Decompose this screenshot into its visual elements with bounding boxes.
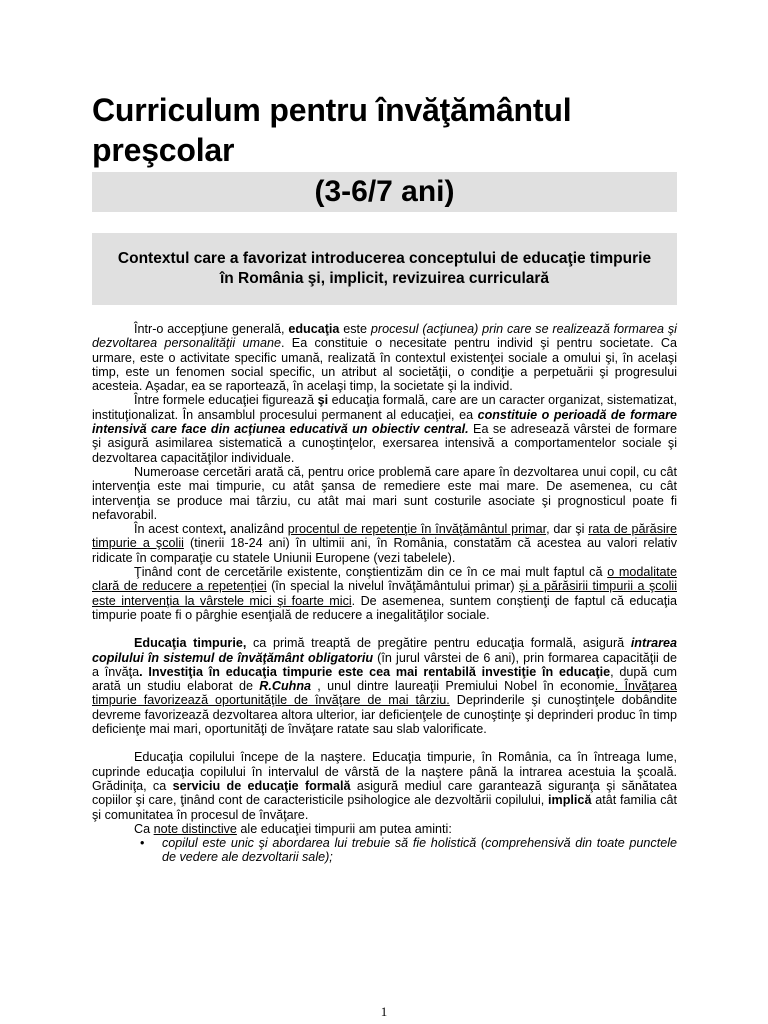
list-item: • copilul este unic şi abordarea lui trebuie să fie holistică (comprehensivă din toate punctele de vedere ale dezvoltarii sale); — [140, 836, 677, 865]
paragraph-2: Între formele educaţiei figurează şi educaţia formală, care are un caracter organizat, sistematizat, instituţionalizat. În ansamblul procesului permanent al educaţiei, ea constituie o perioadă de formare intensivă care face din acţiunea educativă un obiectiv central. Ea se adresează vârstei de formare şi asigură asimilarea sistematică a cunoştinţelor, exersarea intensivă a comportamentelor sociale şi dezvoltarea capacităţilor individuale. — [92, 393, 677, 465]
body-text — [92, 322, 677, 865]
context-heading: Contextul care a favorizat introducerea conceptului de educaţie timpurie în România şi, implicit, revizuirea curriculară — [117, 250, 652, 287]
context-heading-box — [92, 233, 677, 305]
paragraph-6: Educaţia timpurie, ca primă treaptă de pregătire pentru educaţia formală, asigură intrarea copilului în sistemul de învăţământ obligatoriu (în jurul vârstei de 6 ani), prin formarea capacităţii de a învăţa. Investiţia în educaţia timpurie este cea mai rentabilă investiţie în educaţie, după cum arată un studiu elaborat de R.Cuhna , unul dintre laureaţii Premiului Nobel în economie. Învăţarea timpurie favorizează oportunităţile de învăţare de mai târziu. Deprinderile şi cunoştinţele dobândite devreme favorizează dezvoltarea altora ulterior, iar deficienţele de cunoştinţe şi deprinderi produc în timp deficienţe mai mari, oportunităţi de învăţare ratate sau slab valorificate. — [92, 636, 678, 737]
paragraph-3: Numeroase cercetări arată că, pentru orice problemă care apare în dezvoltarea unui copil, cu cât intervenţia este mai timpurie, cu atât şansa de remediere este mai mare. De asemenea, cu cât intervenţia se produce mai târziu, cu atât mai mari sunt costurile asociate şi prognosticul poate fi nefavorabil. — [92, 464, 677, 522]
paragraph-7: Educaţia copilului începe de la naştere. Educaţia timpurie, în România, ca în întreaga lume, cuprinde educaţia copilului în intervalul de vârstă de la naştere până la intrarea acestuia la şcoală. Grădiniţa, ca serviciu de educaţie formală asigură mediul care garantează siguranţa şi sănătatea copiilor şi care, ţinând cont de caracteristicile psihologice ale dezvoltării copilului, implică atât familia cât şi comunitatea în procesul de învăţare. — [92, 750, 678, 822]
paragraph-4: În acest context, analizând procentul de repetenţie în învăţământul primar, dar şi rata de părăsire timpurie a şcolii (tinerii 18-24 ani) în ultimii ani, în România, constatăm că acestea au valori relativ ridicate în comparaţie cu statele Uniunii Europene (vezi tabelele). — [92, 522, 677, 565]
paragraph-8: Ca note distinctive ale educaţiei timpurii am putea aminti: — [134, 821, 452, 836]
distinctive-notes-list — [92, 836, 677, 865]
paragraph-1: Într-o accepţiune generală, educaţia este procesul (acţiunea) prin care se realizează formarea şi dezvoltarea personalităţii umane. Ea constituie o necesitate pentru individ şi pentru societate. Ca urmare, este o activitate specific umană, realizată în contextul existenţei sociale a omului şi, în acelaşi timp, este un fenomen social specific, un atribut al societăţii, o condiţie a perpetuării şi progresului acesteia. Aşadar, ea se raportează, în acelaşi timp, la societate şi la individ. — [92, 322, 677, 394]
paragraph-5: Ţinând cont de cercetările existente, conştientizăm din ce în ce mai mult faptul că o modalitate clară de reducere a repetenţiei (în special la nivelul învăţământului primar) şi a părăsirii timpurii a şcolii este intervenţia la vârstele mici şi foarte mici. De asemenea, suntem conştienţi de faptul că educaţia timpurie poate fi o pârghie esenţială de reducere a inegalităţilor sociale. — [92, 565, 678, 622]
bullet-icon: • — [140, 836, 145, 851]
page-number: 1 — [380, 1004, 388, 1019]
document-title: Curriculum pentru învăţământul preşcolar — [92, 92, 572, 168]
age-range-heading: (3-6/7 ani) — [92, 172, 677, 212]
